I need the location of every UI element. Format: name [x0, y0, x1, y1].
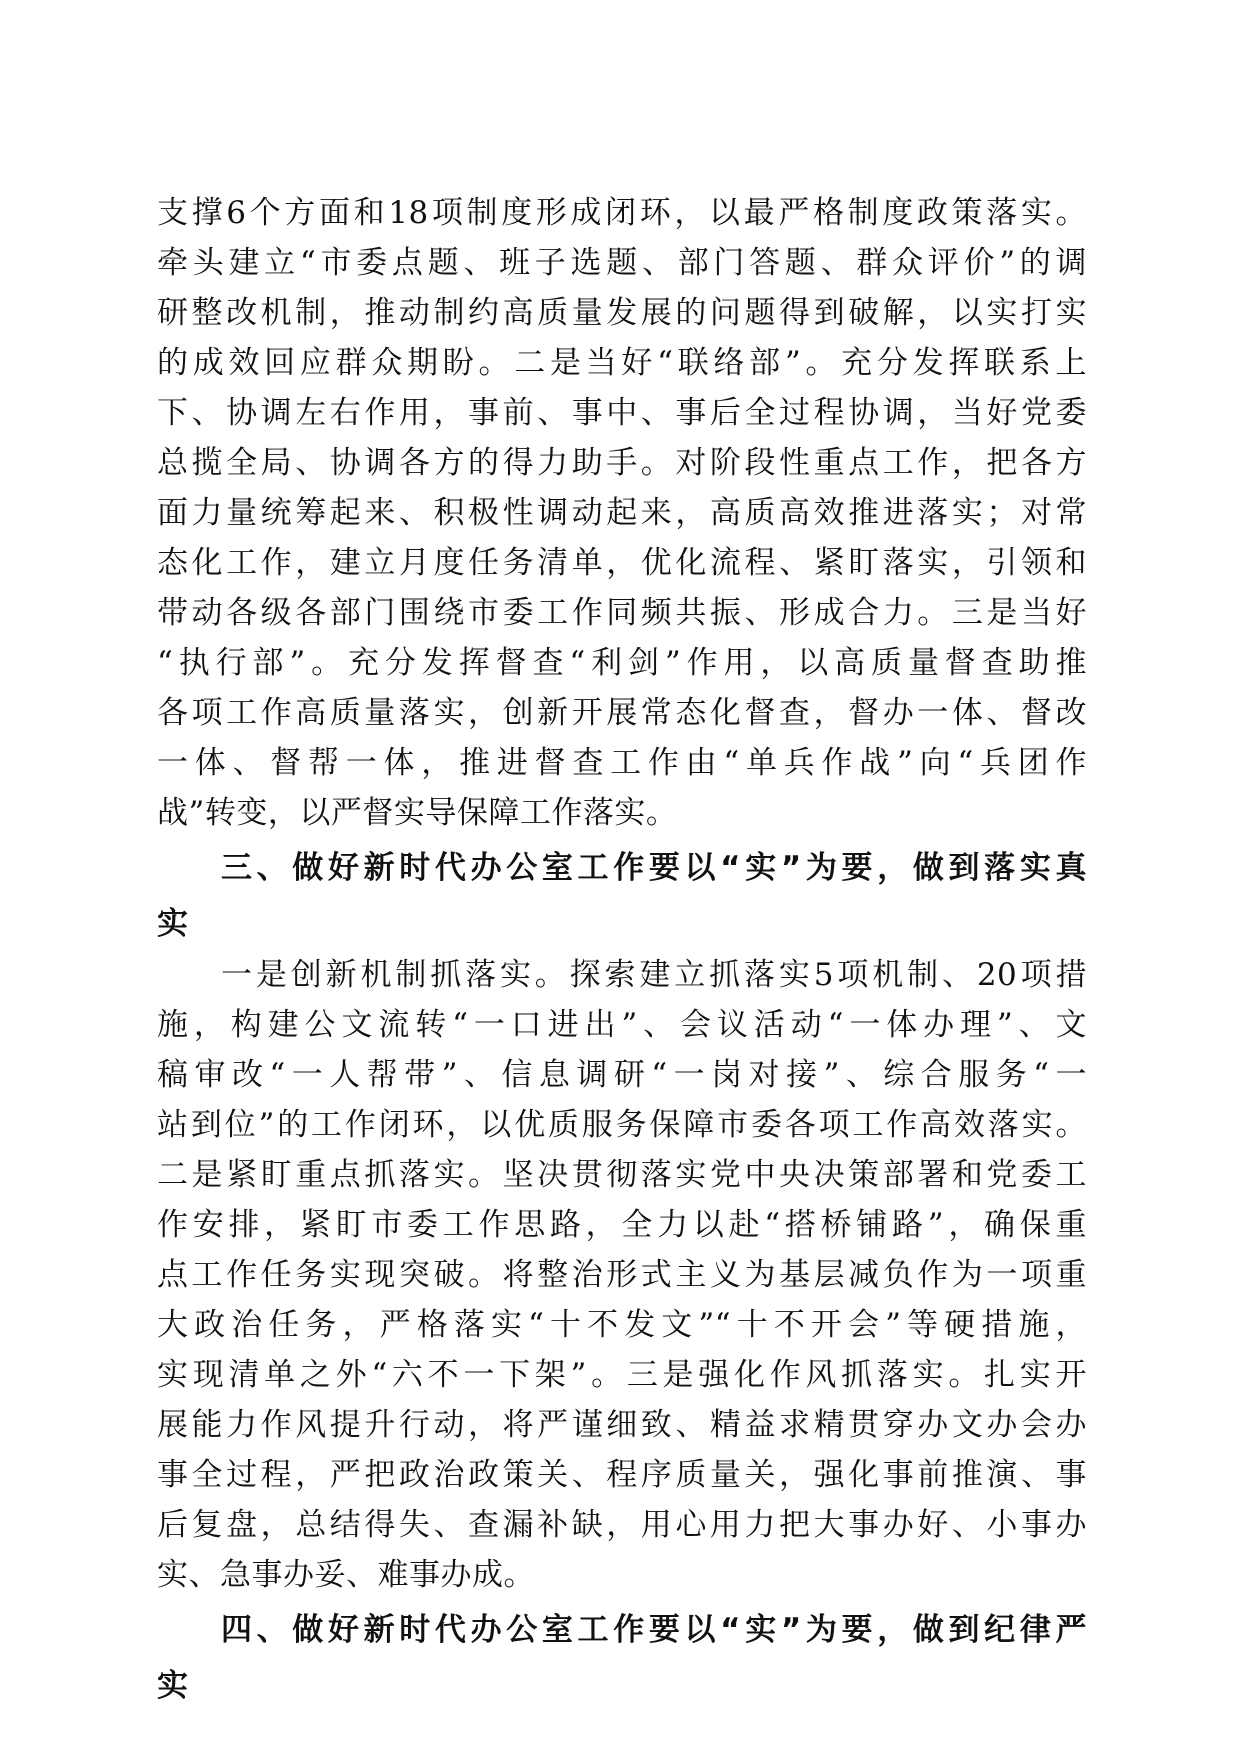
text-line: 后复盘，总结得失、查漏补缺，用心用力把大事办好、小事办	[157, 1507, 1087, 1543]
text-line: 二是紧盯重点抓落实。坚决贯彻落实党中央决策部署和党委工	[157, 1157, 1087, 1193]
heading-line: 实	[157, 906, 189, 942]
text-line: 各项工作高质量落实，创新开展常态化督查，督办一体、督改	[157, 695, 1087, 731]
text-line: 面力量统筹起来、积极性调动起来，高质高效推进落实；对常	[157, 495, 1087, 531]
text-line: 研整改机制，推动制约高质量发展的问题得到破解，以实打实	[157, 295, 1087, 331]
text-line: 带动各级各部门围绕市委工作同频共振、形成合力。三是当好	[157, 595, 1087, 631]
heading-line: 四、做好新时代办公室工作要以“实”为要，做到纪律严	[221, 1612, 1087, 1648]
text-line: 牵头建立“市委点题、班子选题、部门答题、群众评价”的调	[157, 245, 1087, 281]
text-line: 态化工作，建立月度任务清单，优化流程、紧盯落实，引领和	[157, 545, 1087, 581]
paragraph-2	[157, 950, 1087, 1600]
text-line: “执行部”。充分发挥督查“利剑”作用，以高质量督查助推	[157, 645, 1087, 681]
text-line: 支撑6个方面和18项制度形成闭环，以最严格制度政策落实。	[157, 195, 1087, 231]
text-line: 展能力作风提升行动，将严谨细致、精益求精贯穿办文办会办	[157, 1407, 1087, 1443]
text-line: 实、急事办妥、难事办成。	[157, 1557, 535, 1593]
text-line: 站到位”的工作闭环，以优质服务保障市委各项工作高效落实。	[157, 1107, 1087, 1143]
text-line: 实现清单之外“六不一下架”。三是强化作风抓落实。扎实开	[157, 1357, 1087, 1393]
text-line: 点工作任务实现突破。将整治形式主义为基层减负作为一项重	[157, 1257, 1087, 1293]
heading-line: 实	[157, 1668, 189, 1704]
text-line: 总揽全局、协调各方的得力助手。对阶段性重点工作，把各方	[157, 445, 1087, 481]
text-line: 一体、督帮一体，推进督查工作由“单兵作战”向“兵团作	[157, 745, 1087, 781]
heading-line: 三、做好新时代办公室工作要以“实”为要，做到落实真	[221, 850, 1087, 886]
text-line: 战”转变，以严督实导保障工作落实。	[157, 795, 678, 831]
text-line: 大政治任务，严格落实“十不发文”“十不开会”等硬措施，	[157, 1307, 1087, 1343]
text-line: 稿审改“一人帮带”、信息调研“一岗对接”、综合服务“一	[157, 1057, 1087, 1093]
text-line: 作安排，紧盯市委工作思路，全力以赴“搭桥铺路”，确保重	[157, 1207, 1087, 1243]
section-heading-4	[157, 1604, 1087, 1712]
text-line: 一是创新机制抓落实。探索建立抓落实5项机制、20项措	[221, 957, 1087, 993]
section-heading-3	[157, 842, 1087, 950]
paragraph-1	[157, 188, 1087, 838]
document-body	[157, 188, 1087, 1712]
text-line: 施，构建公文流转“一口进出”、会议活动“一体办理”、文	[157, 1007, 1087, 1043]
text-line: 的成效回应群众期盼。二是当好“联络部”。充分发挥联系上	[157, 345, 1087, 381]
text-line: 事全过程，严把政治政策关、程序质量关，强化事前推演、事	[157, 1457, 1087, 1493]
text-line: 下、协调左右作用，事前、事中、事后全过程协调，当好党委	[157, 395, 1087, 431]
